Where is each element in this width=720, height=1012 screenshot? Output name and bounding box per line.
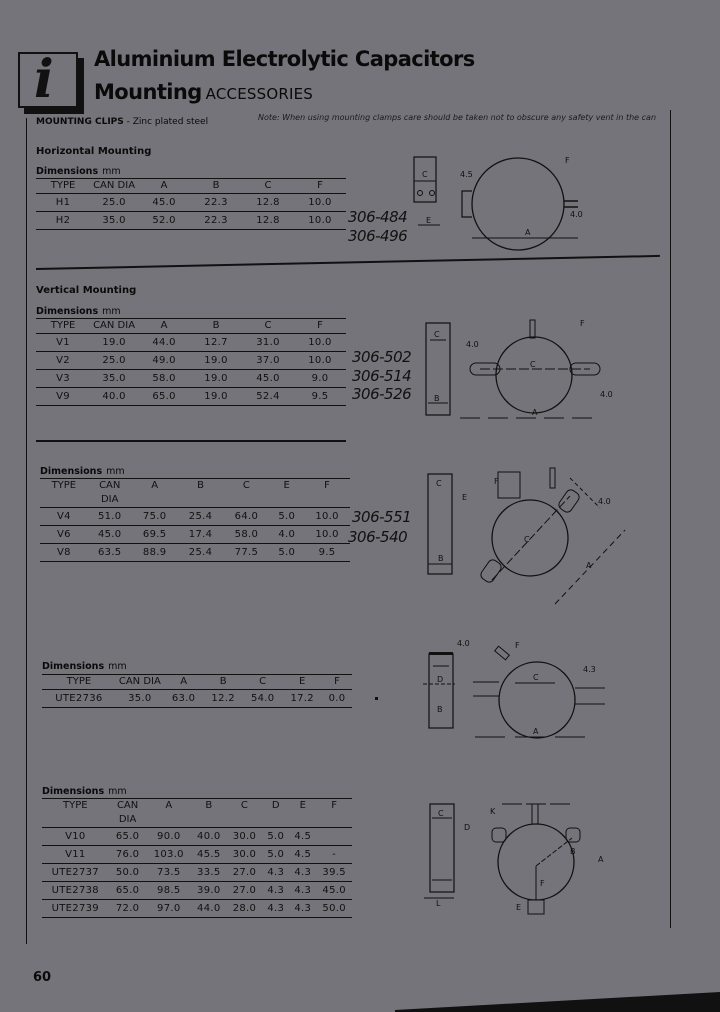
table-cell: UTE2737 — [42, 864, 109, 882]
table-cell — [316, 828, 352, 846]
table-row — [42, 864, 352, 882]
column-header: A — [147, 799, 191, 828]
svg-text:B: B — [438, 554, 444, 563]
dimensions-label: Dimensions mm — [36, 166, 121, 177]
table-cell: V2 — [36, 352, 90, 370]
table-cell: 103.0 — [147, 846, 191, 864]
table-cell: 27.0 — [227, 864, 263, 882]
table-cell: UTE2738 — [42, 882, 109, 900]
table-cell: 28.0 — [227, 900, 263, 918]
table-cell: 98.5 — [147, 882, 191, 900]
table-cell: 31.0 — [242, 334, 294, 352]
right-margin-rule — [670, 110, 671, 928]
column-header: TYPE — [42, 675, 116, 690]
vertical-dimensions-table — [36, 318, 346, 406]
diagonal-clip-drawing — [420, 468, 620, 608]
svg-text:C: C — [434, 330, 440, 339]
table-cell: 51.0 — [88, 508, 132, 526]
handwritten-part-number: 306-496 — [348, 227, 408, 245]
table-cell: 90.0 — [147, 828, 191, 846]
table-cell: 58.0 — [138, 370, 190, 388]
table-cell: 12.8 — [242, 212, 294, 230]
handwritten-part-number: 306-551 — [352, 508, 412, 526]
svg-text:A: A — [532, 408, 538, 417]
table-cell: V6 — [40, 526, 88, 544]
svg-text:F: F — [494, 477, 499, 486]
table-cell: 52.4 — [242, 388, 294, 406]
svg-text:B: B — [570, 847, 576, 856]
table-cell: 10.0 — [294, 194, 346, 212]
column-header: B — [190, 319, 242, 334]
table-cell: 63.0 — [164, 690, 204, 708]
column-header: A — [132, 479, 178, 508]
table-cell: 69.5 — [132, 526, 178, 544]
svg-text:4.0: 4.0 — [600, 390, 613, 399]
column-header: C — [223, 479, 269, 508]
table-row — [40, 526, 350, 544]
handwritten-part-number: 306-514 — [352, 367, 412, 385]
table-cell: 54.0 — [243, 690, 283, 708]
table-row — [42, 882, 352, 900]
table-cell: 35.0 — [90, 212, 138, 230]
table-row — [42, 900, 352, 918]
table-row — [36, 388, 346, 406]
column-header: CAN DIA — [90, 179, 138, 194]
table-cell: 4.5 — [289, 846, 316, 864]
column-header: C — [242, 179, 294, 194]
table-cell: 25.4 — [178, 544, 224, 562]
table-cell: 97.0 — [147, 900, 191, 918]
section-divider — [36, 440, 346, 442]
mounting-clips-heading: MOUNTING CLIPS - Zinc plated steel — [36, 117, 209, 127]
table-cell: 19.0 — [190, 352, 242, 370]
table-cell: 4.3 — [262, 882, 289, 900]
column-header: CAN DIA — [116, 675, 164, 690]
table-cell: 65.0 — [138, 388, 190, 406]
column-header: A — [138, 319, 190, 334]
svg-text:4.3: 4.3 — [583, 665, 596, 674]
table-row — [42, 828, 352, 846]
column-header: F — [316, 799, 352, 828]
table-cell: 4.0 — [269, 526, 304, 544]
column-header: CAN DIA — [109, 799, 147, 828]
table-row — [36, 194, 346, 212]
safety-note: Note: When using mounting clamps care should be taken not to obscure any safety vent in the can — [258, 113, 657, 122]
table-cell: 10.0 — [294, 352, 346, 370]
dimensions-table-4 — [42, 674, 352, 708]
svg-text:C: C — [533, 673, 539, 682]
left-margin-rule — [26, 118, 27, 944]
column-header: A — [164, 675, 204, 690]
column-header: TYPE — [40, 479, 88, 508]
table-cell: 12.7 — [190, 334, 242, 352]
table-cell: 45.0 — [242, 370, 294, 388]
table-cell: 45.5 — [191, 846, 227, 864]
column-header: E — [282, 675, 322, 690]
table-cell: 17.2 — [282, 690, 322, 708]
column-header: D — [262, 799, 289, 828]
svg-text:4.0: 4.0 — [457, 639, 470, 648]
table-cell: 35.0 — [116, 690, 164, 708]
column-header: TYPE — [36, 319, 90, 334]
column-header: F — [304, 479, 350, 508]
column-header: F — [294, 179, 346, 194]
svg-text:E: E — [426, 216, 432, 225]
table-cell: 4.3 — [289, 882, 316, 900]
table-cell: 10.0 — [294, 334, 346, 352]
dimensions-label: Dimensions mm — [40, 466, 125, 477]
table-cell: 9.5 — [304, 544, 350, 562]
column-header: TYPE — [42, 799, 109, 828]
table-cell: 45.0 — [316, 882, 352, 900]
column-header: B — [203, 675, 243, 690]
table-cell: 5.0 — [262, 846, 289, 864]
table-cell: 40.0 — [90, 388, 138, 406]
column-header: A — [138, 179, 190, 194]
table-cell: 58.0 — [223, 526, 269, 544]
table-cell: 30.0 — [227, 846, 263, 864]
table-cell: 65.0 — [109, 828, 147, 846]
vertical-clip-drawing — [420, 315, 620, 425]
table-row — [36, 212, 346, 230]
column-header: F — [322, 675, 352, 690]
table-cell: 77.5 — [223, 544, 269, 562]
svg-text:B: B — [437, 705, 443, 714]
table-cell: 49.0 — [138, 352, 190, 370]
table-cell: 4.3 — [289, 900, 316, 918]
table-cell: 5.0 — [269, 508, 304, 526]
table-cell: 64.0 — [223, 508, 269, 526]
table-cell: 27.0 — [227, 882, 263, 900]
table-row — [40, 508, 350, 526]
table-cell: 50.0 — [109, 864, 147, 882]
table-cell: 73.5 — [147, 864, 191, 882]
table-cell: V10 — [42, 828, 109, 846]
dimensions-table-3 — [40, 478, 350, 562]
column-header: B — [178, 479, 224, 508]
table-cell: 40.0 — [191, 828, 227, 846]
column-header: CAN DIA — [88, 479, 132, 508]
table-cell: - — [316, 846, 352, 864]
table-cell: 4.3 — [262, 900, 289, 918]
svg-text:4.0: 4.0 — [598, 497, 611, 506]
svg-text:L: L — [436, 899, 441, 908]
table-cell: 10.0 — [304, 508, 350, 526]
table-cell: H2 — [36, 212, 90, 230]
table-cell: V3 — [36, 370, 90, 388]
table-cell: H1 — [36, 194, 90, 212]
table-row — [42, 846, 352, 864]
table-cell: 63.5 — [88, 544, 132, 562]
table-cell: 19.0 — [190, 370, 242, 388]
svg-text:E: E — [516, 903, 522, 912]
table-cell: V4 — [40, 508, 88, 526]
table-cell: 4.3 — [289, 864, 316, 882]
svg-text:D: D — [437, 675, 444, 684]
scan-edge-shadow — [395, 990, 720, 1012]
table-cell: 12.2 — [203, 690, 243, 708]
dimensions-table-5 — [42, 798, 352, 918]
table-cell: 22.3 — [190, 212, 242, 230]
table-cell: 35.0 — [90, 370, 138, 388]
horizontal-clip-drawing — [410, 155, 610, 250]
svg-text:C: C — [436, 479, 442, 488]
table-cell: 30.0 — [227, 828, 263, 846]
dimensions-label: Dimensions mm — [36, 306, 121, 317]
column-header: E — [289, 799, 316, 828]
table-cell: 9.5 — [294, 388, 346, 406]
table-cell: 45.0 — [138, 194, 190, 212]
table-cell: 5.0 — [269, 544, 304, 562]
handwritten-part-number: 306-540 — [348, 528, 408, 546]
table-row — [36, 370, 346, 388]
table-cell: V1 — [36, 334, 90, 352]
svg-text:C: C — [524, 535, 530, 544]
svg-text:C: C — [422, 170, 428, 179]
table-cell: 37.0 — [242, 352, 294, 370]
svg-text:A: A — [525, 228, 531, 237]
table-cell: 19.0 — [190, 388, 242, 406]
column-header: B — [191, 799, 227, 828]
column-header: C — [243, 675, 283, 690]
table-cell: 44.0 — [138, 334, 190, 352]
page-subtitle: Mounting ACCESSORIES — [94, 80, 313, 104]
svg-text:B: B — [434, 394, 440, 403]
table-cell: 5.0 — [262, 828, 289, 846]
svg-text:A: A — [533, 727, 539, 736]
table-row — [36, 352, 346, 370]
svg-text:E: E — [462, 493, 468, 502]
svg-text:A: A — [586, 561, 592, 570]
table-cell: 39.5 — [316, 864, 352, 882]
table-cell: V8 — [40, 544, 88, 562]
table-cell: 50.0 — [316, 900, 352, 918]
svg-text:4.0: 4.0 — [570, 210, 583, 219]
vertical-mounting-title: Vertical Mounting — [36, 285, 137, 296]
stray-dot — [375, 697, 378, 700]
table-cell: 52.0 — [138, 212, 190, 230]
table-row — [36, 334, 346, 352]
column-header: B — [190, 179, 242, 194]
table-cell: 12.8 — [242, 194, 294, 212]
table-cell: 9.0 — [294, 370, 346, 388]
handwritten-part-number: 306-502 — [352, 348, 412, 366]
svg-text:4.5: 4.5 — [460, 170, 473, 179]
svg-text:C: C — [438, 809, 444, 818]
svg-text:F: F — [540, 879, 545, 888]
page-number: 60 — [33, 970, 52, 985]
table-cell: 25.4 — [178, 508, 224, 526]
svg-text:A: A — [598, 855, 604, 864]
table-cell: UTE2739 — [42, 900, 109, 918]
svg-text:F: F — [580, 319, 585, 328]
table-cell: 19.0 — [90, 334, 138, 352]
dimensions-label: Dimensions mm — [42, 661, 127, 672]
section-divider — [36, 255, 660, 270]
table-cell: 17.4 — [178, 526, 224, 544]
table-cell: UTE2736 — [42, 690, 116, 708]
table-row — [40, 544, 350, 562]
svg-text:F: F — [515, 641, 520, 650]
ute2736-clip-drawing — [415, 640, 615, 740]
table-cell: 10.0 — [304, 526, 350, 544]
table-cell: 72.0 — [109, 900, 147, 918]
column-header: E — [269, 479, 304, 508]
page-title: Aluminium Electrolytic Capacitors — [94, 47, 475, 71]
table-cell: 22.3 — [190, 194, 242, 212]
table-cell: 65.0 — [109, 882, 147, 900]
horizontal-dimensions-table — [36, 178, 346, 230]
dimensions-label: Dimensions mm — [42, 786, 127, 797]
table-cell: V11 — [42, 846, 109, 864]
table-cell: 4.3 — [262, 864, 289, 882]
table-cell: 10.0 — [294, 212, 346, 230]
table-cell: 44.0 — [191, 900, 227, 918]
table-cell: 33.5 — [191, 864, 227, 882]
table-cell: 0.0 — [322, 690, 352, 708]
column-header: F — [294, 319, 346, 334]
column-header: C — [227, 799, 263, 828]
table-cell: 4.5 — [289, 828, 316, 846]
table-cell: V9 — [36, 388, 90, 406]
info-logo-icon: i — [18, 52, 78, 108]
table-cell: 25.0 — [90, 352, 138, 370]
handwritten-part-number: 306-526 — [352, 385, 412, 403]
table-cell: 45.0 — [88, 526, 132, 544]
svg-text:D: D — [464, 823, 471, 832]
svg-text:K: K — [490, 807, 496, 816]
column-header: TYPE — [36, 179, 90, 194]
svg-text:4.0: 4.0 — [466, 340, 479, 349]
column-header: C — [242, 319, 294, 334]
table-cell: 75.0 — [132, 508, 178, 526]
horizontal-mounting-title: Horizontal Mounting — [36, 146, 152, 157]
table-cell: 39.0 — [191, 882, 227, 900]
svg-text:C: C — [530, 360, 536, 369]
table-cell: 88.9 — [132, 544, 178, 562]
table-cell: 76.0 — [109, 846, 147, 864]
table-row — [42, 690, 352, 708]
three-tab-clip-drawing — [420, 800, 610, 915]
column-header: CAN DIA — [90, 319, 138, 334]
table-cell: 25.0 — [90, 194, 138, 212]
handwritten-part-number: 306-484 — [348, 208, 408, 226]
svg-text:F: F — [565, 156, 570, 165]
